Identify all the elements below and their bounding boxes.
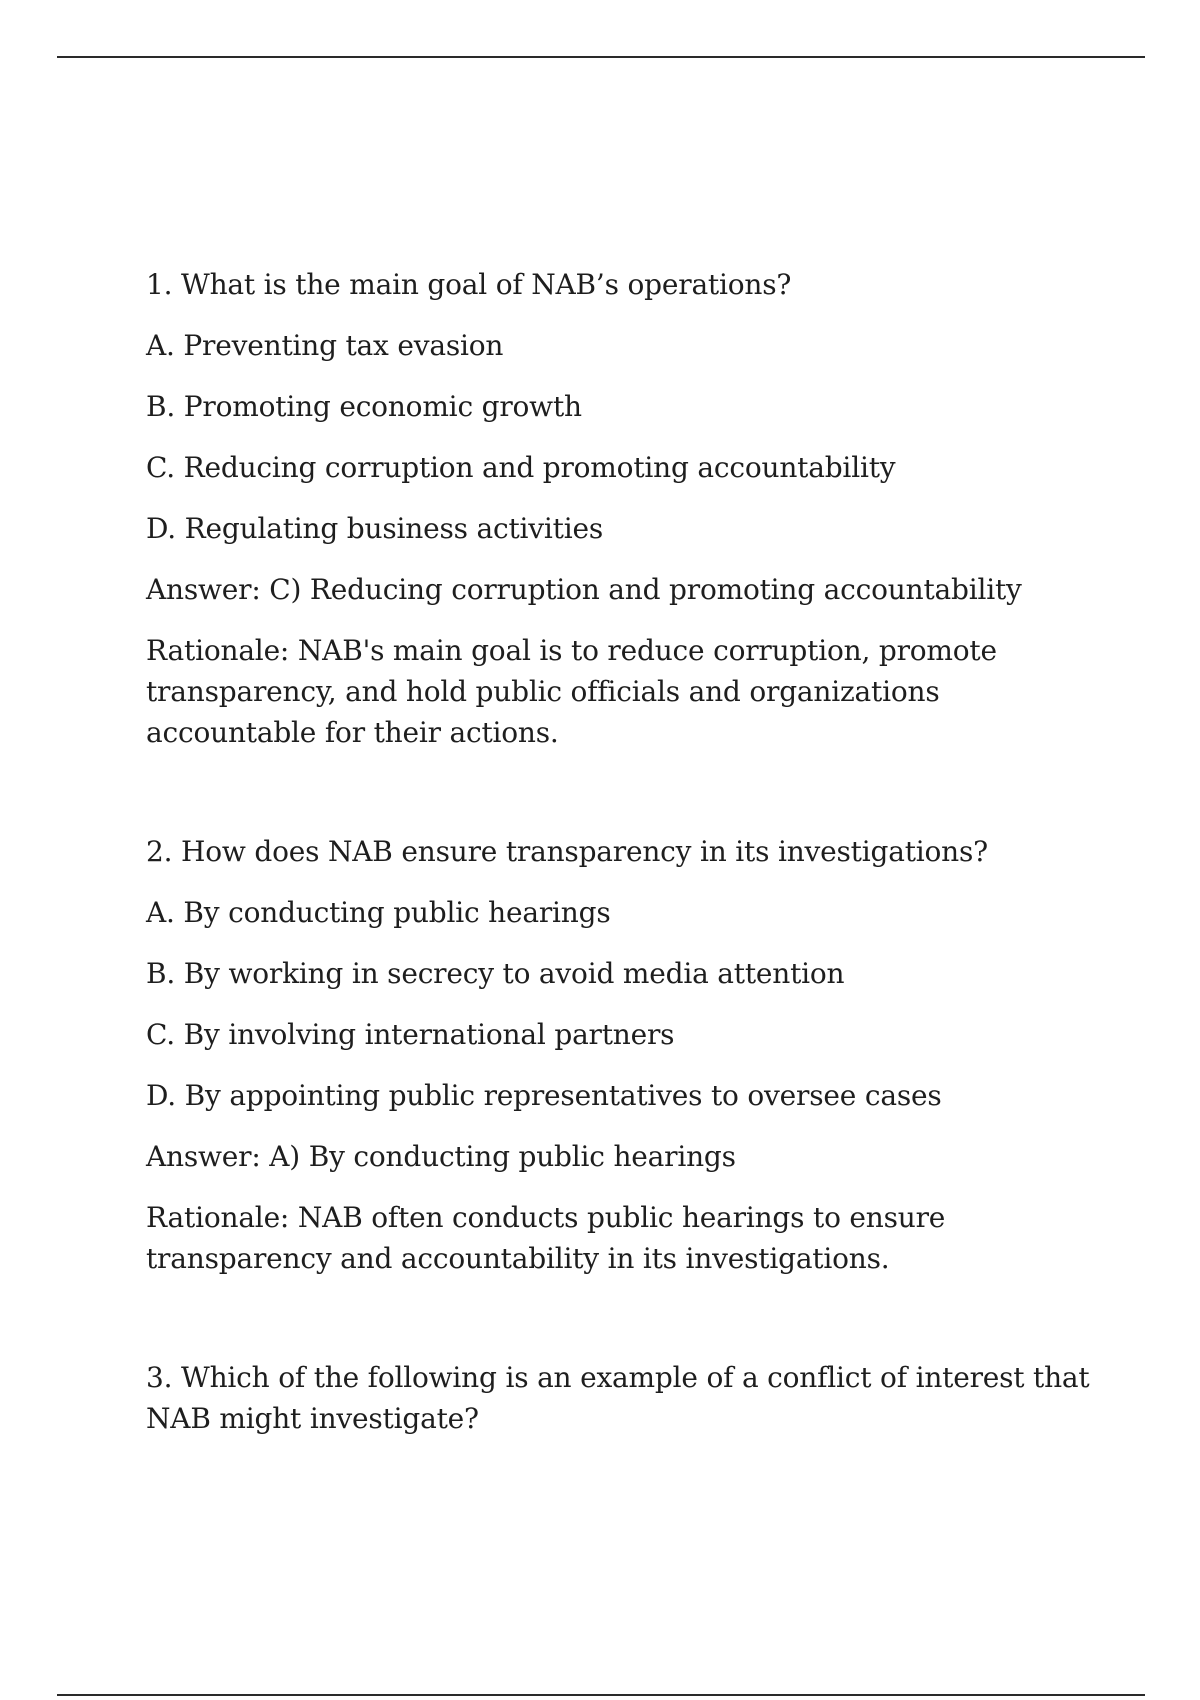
option-b: B. Promoting economic growth: [146, 390, 582, 423]
answer-text: Answer: A) By conducting public hearings: [146, 1140, 736, 1173]
question-text: 1. What is the main goal of NAB’s operations?: [146, 268, 792, 301]
answer-text: Answer: C) Reducing corruption and promoting accountability: [146, 573, 1022, 606]
option-a: A. By conducting public hearings: [146, 896, 611, 929]
document-body: [146, 264, 1096, 1439]
question-text: 2. How does NAB ensure transparency in its investigations?: [146, 835, 988, 868]
option-d: D. By appointing public representatives to oversee cases: [146, 1079, 942, 1112]
rationale-text: Rationale: NAB's main goal is to reduce corruption, promote transparency, and hold public officials and organizations accountable for their actions.: [146, 634, 997, 749]
question-block-2: [146, 831, 1096, 1279]
option-c: C. By involving international partners: [146, 1018, 675, 1051]
option-a: A. Preventing tax evasion: [146, 329, 504, 362]
option-b: B. By working in secrecy to avoid media attention: [146, 957, 845, 990]
question-block-3: [146, 1357, 1096, 1439]
option-c: C. Reducing corruption and promoting accountability: [146, 451, 896, 484]
option-d: D. Regulating business activities: [146, 512, 603, 545]
question-text: 3. Which of the following is an example of a conflict of interest that NAB might investigate?: [146, 1361, 1090, 1435]
top-rule: [57, 56, 1145, 58]
rationale-text: Rationale: NAB often conducts public hearings to ensure transparency and accountability in its investigations.: [146, 1201, 946, 1275]
question-block-1: [146, 264, 1096, 753]
bottom-rule: [57, 1694, 1145, 1696]
